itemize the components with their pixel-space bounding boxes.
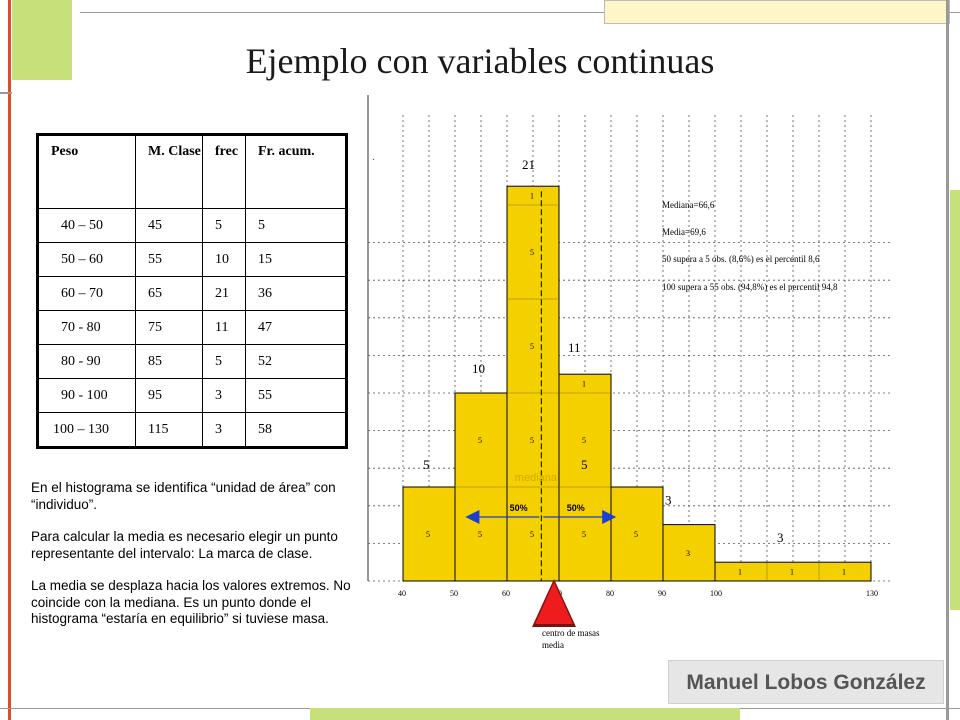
deco-red-line <box>8 0 11 720</box>
cell-marca: 65 <box>136 277 203 311</box>
cell-frec: 5 <box>203 345 246 379</box>
page-title: Ejemplo con variables continuas <box>245 41 715 81</box>
frequency-table <box>36 133 348 449</box>
unit-label: 5 <box>582 530 586 539</box>
cell-frec: 3 <box>203 379 246 413</box>
x-tick-label: 40 <box>398 589 406 598</box>
chart-annotation: 100 supera a 55 obs. (94,8%) es el percentil 94,8 <box>662 282 838 292</box>
cell-peso: 40 – 50 <box>38 209 136 243</box>
header-frec: frec <box>203 135 246 209</box>
unit-label: 5 <box>426 530 430 539</box>
unit-label: 1 <box>530 191 534 201</box>
cell-acum: 47 <box>246 311 347 345</box>
unit-label: 5 <box>530 436 534 445</box>
table-row <box>38 379 347 413</box>
header-frec-acum: Fr. acum. <box>246 135 347 209</box>
bar-frequency-label: 10 <box>472 361 485 376</box>
note-paragraph: En el histograma se identifica “unidad de área” con “individuo”. <box>31 480 336 512</box>
chart-annotation: Mediana=66,6 <box>662 200 715 210</box>
center-of-mass-marker <box>535 582 573 624</box>
header-marca-clase: M. Clase <box>136 135 203 209</box>
note-paragraph: Para calcular la media es necesario elegir un punto representante del intervalo: La marca de clase. <box>31 529 338 561</box>
x-tick-label: 70 <box>554 589 562 598</box>
cell-peso: 80 - 90 <box>38 345 136 379</box>
deco-bottom-green <box>310 708 740 720</box>
unit-label: 1 <box>582 379 586 389</box>
bar-frequency-label: 5 <box>581 457 588 472</box>
chart-annotation: Media=69,6 <box>662 227 706 237</box>
x-tick-label: 130 <box>866 589 878 598</box>
histogram-bar <box>559 374 611 581</box>
header-peso: Peso <box>38 135 136 209</box>
left-percent-label: 50% <box>509 503 528 513</box>
table-row <box>38 277 347 311</box>
explanation-notes <box>31 480 371 644</box>
cell-marca: 75 <box>136 311 203 345</box>
chart-annotation: 50 supera a 5 obs. (8,6%) es el percentil 8,6 <box>662 254 820 264</box>
cell-acum: 52 <box>246 345 347 379</box>
x-tick-label: 90 <box>658 589 666 598</box>
table-row <box>38 311 347 345</box>
cell-frec: 5 <box>203 209 246 243</box>
axis-dot: . <box>372 152 375 163</box>
cell-peso: 50 – 60 <box>38 243 136 277</box>
unit-label: 5 <box>530 530 534 539</box>
cell-marca: 55 <box>136 243 203 277</box>
table-row <box>38 209 347 243</box>
cell-acum: 36 <box>246 277 347 311</box>
bar-frequency-label: 3 <box>665 492 672 508</box>
table-row <box>38 413 347 448</box>
histogram-chart <box>360 90 915 650</box>
author-name: Manuel Lobos González <box>668 660 944 704</box>
cell-peso: 70 - 80 <box>38 311 136 345</box>
unit-label: 5 <box>530 342 534 351</box>
bar-frequency-label: 3 <box>777 530 784 546</box>
unit-label: 1 <box>790 567 794 577</box>
cell-acum: 15 <box>246 243 347 277</box>
x-tick-label: 50 <box>450 589 458 598</box>
bar-frequency-label: 5 <box>423 457 430 472</box>
cell-marca: 45 <box>136 209 203 243</box>
table-row <box>38 243 347 277</box>
right-percent-label: 50% <box>566 503 585 513</box>
cell-frec: 11 <box>203 311 246 345</box>
unit-label: 5 <box>478 436 482 445</box>
unit-label: 1 <box>842 567 846 577</box>
cell-peso: 60 – 70 <box>38 277 136 311</box>
x-tick-label: 60 <box>502 589 510 598</box>
table-row <box>38 345 347 379</box>
note-paragraph: La media se desplaza hacia los valores extremos. No coincide con la mediana. Es un punto donde el histograma “estaría en equilibrio” si tuviese masa. <box>31 578 351 626</box>
unit-label: 3 <box>686 548 690 558</box>
bar-frequency-label: 21 <box>522 157 535 173</box>
bar-frequency-label: 11 <box>568 340 581 356</box>
cell-acum: 5 <box>246 209 347 243</box>
histogram-bar <box>507 186 559 581</box>
unit-label: 5 <box>582 436 586 445</box>
unit-label: 5 <box>530 248 534 257</box>
cell-peso: 100 – 130 <box>38 413 136 448</box>
cell-acum: 58 <box>246 413 347 448</box>
deco-gray-line-left <box>0 92 12 94</box>
center-of-mass-label: centro de masas <box>542 628 600 638</box>
unit-label: 1 <box>738 567 742 577</box>
x-tick-label: 100 <box>710 589 722 598</box>
cell-frec: 10 <box>203 243 246 277</box>
mean-label: media <box>542 640 564 650</box>
cell-marca: 95 <box>136 379 203 413</box>
deco-right-green-block <box>950 190 960 610</box>
cell-marca: 85 <box>136 345 203 379</box>
median-label: mediana <box>514 472 558 484</box>
cell-marca: 115 <box>136 413 203 448</box>
deco-yellow-box <box>604 0 950 24</box>
cell-peso: 90 - 100 <box>38 379 136 413</box>
x-tick-label: 80 <box>606 589 614 598</box>
deco-right-gray-bar <box>946 0 949 720</box>
cell-acum: 55 <box>246 379 347 413</box>
unit-label: 5 <box>634 530 638 539</box>
table-header-row <box>38 135 347 209</box>
unit-label: 5 <box>478 530 482 539</box>
cell-frec: 3 <box>203 413 246 448</box>
cell-frec: 21 <box>203 277 246 311</box>
